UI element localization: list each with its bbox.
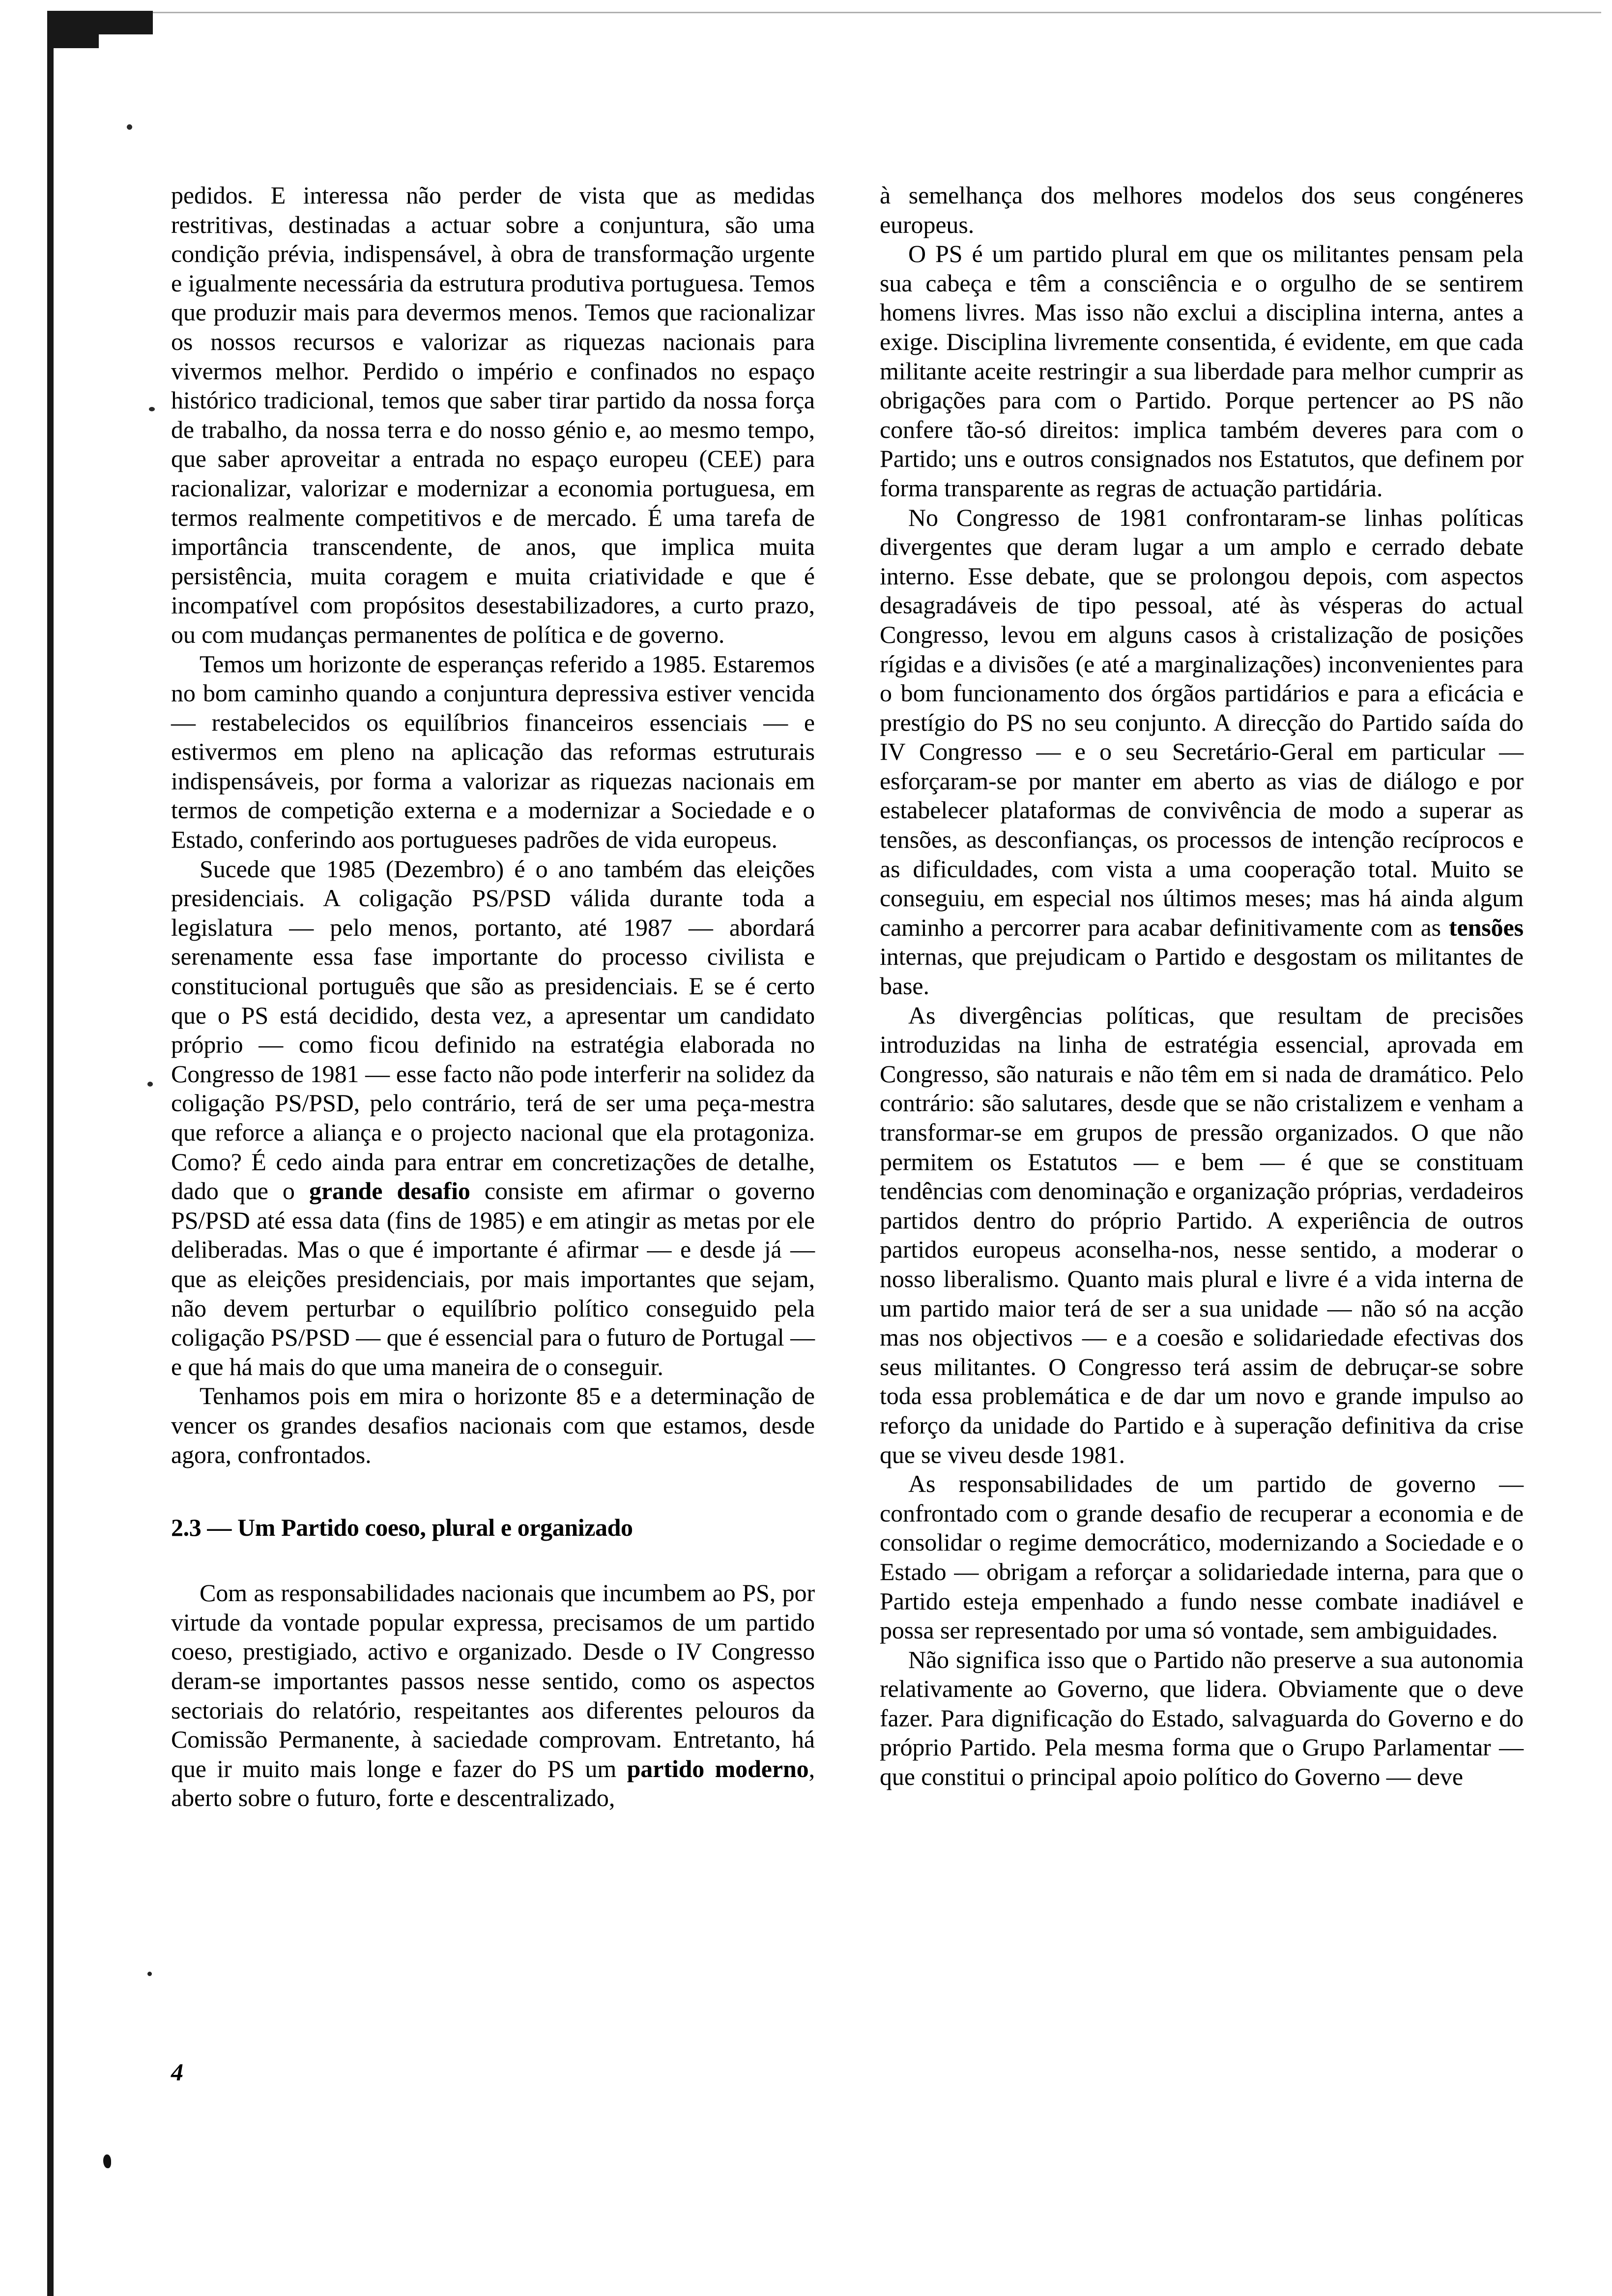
paragraph xyxy=(171,181,815,650)
text-run: consiste em afirmar o governo PS/PSD até essa data (fins de 1985) e em atingir as metas por ele deliberadas. Mas o que é importante é afirmar — e desde já — que as eleições presidenciais, por mais importantes que sejam, não devem perturbar o equilíbrio político conseguido pela coligação PS/PSD — que é essencial para o futuro de Portugal — e que há mais do que uma maneira de o conseguir. xyxy=(171,1177,815,1380)
text-run: As responsabilidades de um partido de governo — confrontado com o grande desafio de recuperar a economia e de consolidar o regime democrático, modernizando a Sociedade e o Estado — obrigam a reforçar a solidariedade interna, para que o Partido esteja empenhado a fundo nesse combate inadiável e possa ser representado por uma só vontade, sem ambiguidades. xyxy=(880,1470,1524,1644)
paragraph xyxy=(171,1578,815,1813)
text-run: pedidos. E interessa não perder de vista que as medidas restritivas, destinadas a actuar sobre a conjuntura, são uma condição prévia, indispensável, à obra de transformação urgente e igualmente necessária da estrutura produtiva portuguesa. Temos que produzir mais para devermos menos. Temos que racionalizar os nossos recursos e valorizar as riquezas nacionais para vivermos melhor. Perdido o império e confinados no espaço histórico tradicional, temos que saber tirar partido da nossa força de trabalho, da nossa terra e do nosso génio e, ao mesmo tempo, que saber aproveitar a entrada no espaço europeu (CEE) para racionalizar, valorizar e modernizar a economia portuguesa, em termos realmente competitivos e de mercado. É uma tarefa de importância transcendente, de anos, que implica muita persistência, muita coragem e muita criatividade e que é incompatível com propósitos desestabilizadores, a curto prazo, ou com mudanças permanentes de política e de governo. xyxy=(171,181,815,648)
text-run: Não significa isso que o Partido não preserve a sua autonomia relativamente ao Governo, que lidera. Obviamente que o deve fazer. Para dignificação do Estado, salvaguarda do Governo e do próprio Partido. Pela mesma forma que o Grupo Parlamentar — que constitui o principal apoio político do Governo — deve xyxy=(880,1645,1524,1791)
paragraph xyxy=(880,503,1524,1001)
paragraph xyxy=(880,239,1524,503)
emphasis-bold-run: tensões xyxy=(1448,913,1524,941)
paragraph xyxy=(171,650,815,855)
paragraph xyxy=(880,1645,1524,1792)
left-column-paragraphs xyxy=(171,181,815,1469)
right-column-paragraphs xyxy=(880,181,1524,1792)
text-run: As divergências políticas, que resultam de precisões introduzidas na linha de estratégia essencial, aprovada em Congresso, são naturais e não têm em si nada de dramático. Pelo contrário: são salutares, desde que se não cristalizem e venham a transformar-se em grupos de pressão organizados. O que não permitem os Estatutos — e bem — é que se constituam tendências com denominação e organização próprias, verdadeiros partidos dentro do próprio Partido. A experiência de outros partidos europeus aconselha-nos, nesse sentido, a moderar o nosso liberalismo. Quanto mais plural e livre é a vida interna de um partido maior terá de ser a sua unidade — não só na acção mas nos objectivos — e a coesão e solidariedade efectivas dos seus militantes. O Congresso terá assim de debruçar-se sobre toda essa problemática e de dar um novo e grande impulso ao reforço da unidade do Partido e à superação definitiva da crise que se viveu desde 1981. xyxy=(880,1001,1524,1468)
paragraph xyxy=(171,1381,815,1469)
left-text-column xyxy=(171,181,815,1813)
paragraph xyxy=(880,1001,1524,1470)
text-run: à semelhança dos melhores modelos dos seus congéneres europeus. xyxy=(880,181,1524,238)
emphasis-bold-run: grande desafio xyxy=(309,1177,470,1205)
paragraph xyxy=(880,1469,1524,1645)
text-run: , aberto sobre o futuro, forte e descentralizado, xyxy=(171,1754,815,1812)
left-column-paragraphs-after-heading xyxy=(171,1578,815,1813)
emphasis-bold-run: partido moderno xyxy=(627,1754,809,1782)
paragraph xyxy=(171,855,815,1382)
section-heading-2-3: 2.3 — Um Partido coeso, plural e organizado xyxy=(171,1514,633,1542)
text-run: No Congresso de 1981 confrontaram-se linhas políticas divergentes que deram lugar a um amplo e cerrado debate interno. Esse debate, que se prolongou depois, com aspectos desagradáveis de tipo pessoal, até às vésperas do actual Congresso, levou em alguns casos à cristalização de posições rígidas e a divisões (e até a marginalizações) inconvenientes para o bom funcionamento dos órgãos partidários e para a eficácia e prestígio do PS no seu conjunto. A direcção do Partido saída do IV Congresso — e o seu Secretário-Geral em particular — esforçaram-se por manter em aberto as vias de diálogo e por estabelecer plataformas de convivência de modo a superar as tensões, as desconfianças, os processos de intenção recíprocos e as dificuldades, com vista a uma cooperação total. Muito se conseguiu, em especial nos últimos meses; mas há ainda algum caminho a percorrer para acabar definitivamente com as xyxy=(880,503,1524,941)
page-number: 4 xyxy=(171,2058,183,2086)
right-text-column xyxy=(880,181,1524,1792)
text-run: Temos um horizonte de esperanças referido a 1985. Estaremos no bom caminho quando a conjuntura depressiva estiver vencida — restabelecidos os equilíbrios financeiros essenciais — e estivermos em pleno na aplicação das reformas estruturais indispensáveis, por forma a valorizar as riquezas nacionais em termos de competição externa e a modernizar a Sociedade e o Estado, conferindo aos portugueses padrões de vida europeus. xyxy=(171,650,815,854)
text-run: internas, que prejudicam o Partido e desgostam os militantes de base. xyxy=(880,943,1524,1000)
text-run: O PS é um partido plural em que os militantes pensam pela sua cabeça e têm a consciência e o orgulho de se sentirem homens livres. Mas isso não exclui a disciplina interna, antes a exige. Disciplina livremente consentida, é evidente, em que cada militante aceite restringir a sua liberdade para melhor cumprir as obrigações para com o Partido. Porque pertencer ao PS não confere tão-só direitos: implica também deveres para com o Partido; uns e outros consignados nos Estatutos, que definem por forma transparente as regras de actuação partidária. xyxy=(880,240,1524,502)
text-run: Sucede que 1985 (Dezembro) é o ano também das eleições presidenciais. A coligação PS/PSD válida durante toda a legislatura — pelo menos, portanto, até 1987 — abordará serenamente essa fase importante do processo civilista e constitucional português que são as presidenciais. E se é certo que o PS está decidido, desta vez, a apresentar um candidato próprio — como ficou definido na estratégia elaborada no Congresso de 1981 — esse facto não pode interferir na solidez da coligação PS/PSD, pelo contrário, terá de ser uma peça-mestra que reforce a aliança e o projecto nacional que ela protagoniza. Como? É cedo ainda para entrar em concretizações de detalhe, dado que o xyxy=(171,855,815,1205)
paragraph xyxy=(880,181,1524,239)
text-run: Tenhamos pois em mira o horizonte 85 e a determinação de vencer os grandes desafios nacionais com que estamos, desde agora, confrontados. xyxy=(171,1382,815,1468)
text-run: Com as responsabilidades nacionais que incumbem ao PS, por virtude da vontade popular expressa, precisamos de um partido coeso, prestigiado, activo e organizado. Desde o IV Congresso deram-se importantes passos nesse sentido, como os aspectos sectoriais do relatório, respeitantes aos diferentes pelouros da Comissão Permanente, à saciedade comprovam. Entretanto, há que ir muito mais longe e fazer do PS um xyxy=(171,1579,815,1782)
